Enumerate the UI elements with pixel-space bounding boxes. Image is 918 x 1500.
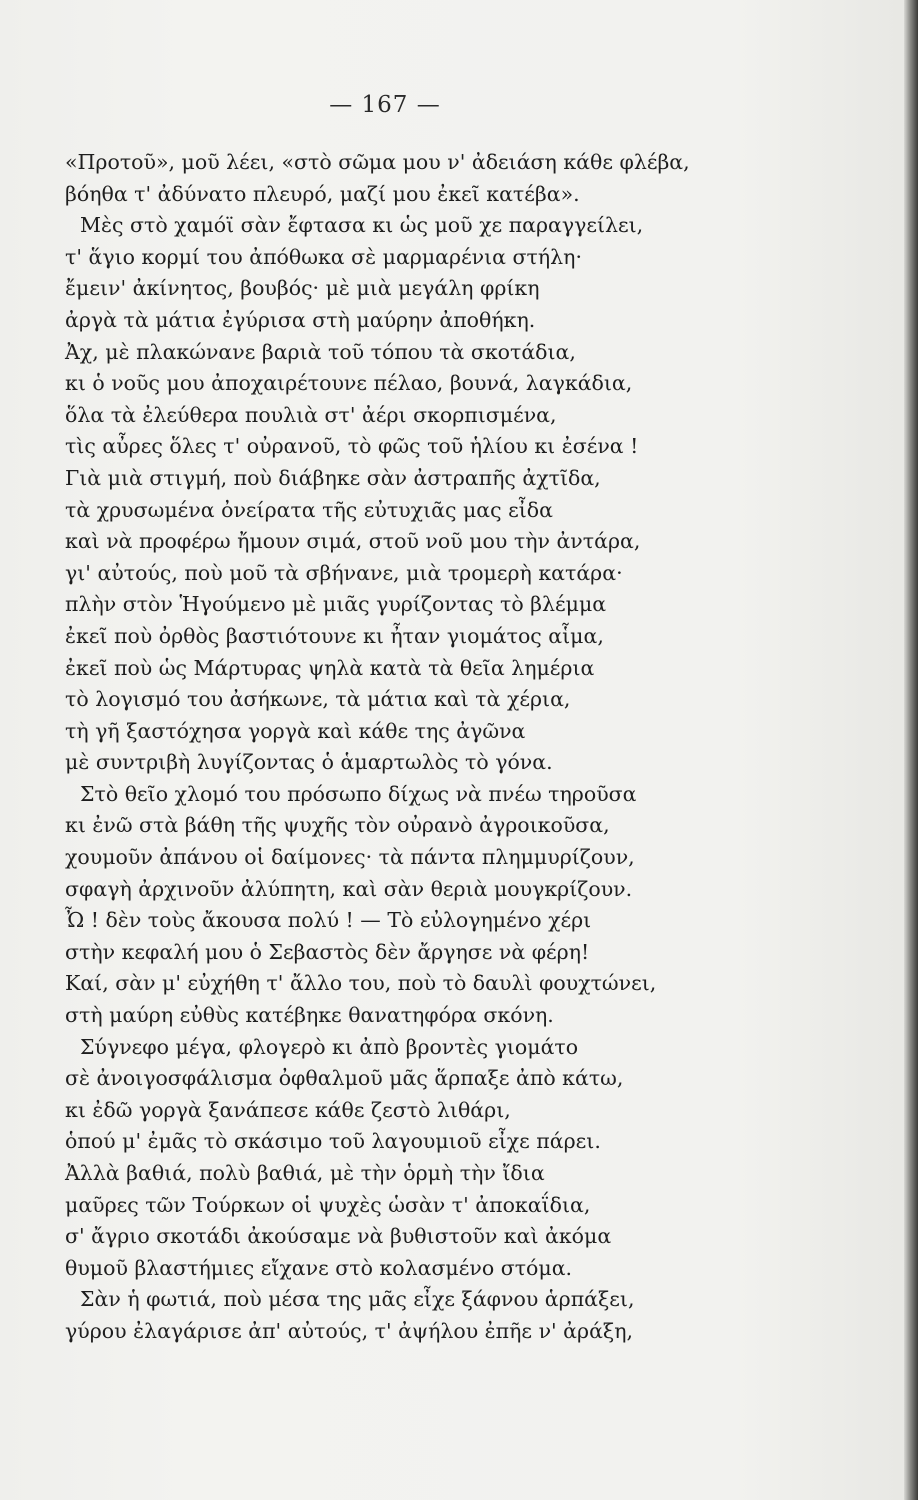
poem-line: Ἀχ, μὲ πλακώνανε βαριὰ τοῦ τόπου τὰ σκοτάδια, (65, 339, 576, 364)
poem-line: πλὴν στὸν Ἡγούμενο μὲ μιᾶς γυρίζοντας τὸ βλέμμα (65, 592, 607, 617)
poem-line: στὴ μαύρη εὐθὺς κατέβηκε θανατηφόρα σκόνη. (65, 1003, 554, 1028)
poem-line: ὅλα τὰ ἐλεύθερα πουλιὰ στ' ἀέρι σκορπισμένα, (65, 402, 557, 427)
poem-line: Σὰν ἡ φωτιά, ποὺ μέσα της μᾶς εἶχε ξάφνου ἁρπάξει, (80, 1287, 635, 1312)
poem-line: ὁπού μ' ἐμᾶς τὸ σκάσιμο τοῦ λαγουμιοῦ εἶχε πάρει. (65, 1129, 601, 1154)
poem-line: μὲ συντριβὴ λυγίζοντας ὁ ἁμαρτωλὸς τὸ γόνα. (65, 750, 553, 775)
poem-line: σ' ἄγριο σκοτάδι ἀκούσαμε νὰ βυθιστοῦν καὶ ἀκόμα (65, 1224, 612, 1249)
poem-line: ἀργὰ τὰ μάτια ἐγύρισα στὴ μαύρην ἀποθήκη. (65, 307, 536, 332)
poem-line: τὸ λογισμό του ἀσήκωνε, τὰ μάτια καὶ τὰ χέρια, (65, 687, 571, 712)
poem-line: γι' αὐτούς, ποὺ μοῦ τὰ σβήνανε, μιὰ τρομερὴ κατάρα· (65, 560, 623, 585)
poem-line: τὶς αὖρες ὅλες τ' οὐρανοῦ, τὸ φῶς τοῦ ἡλίου κι ἐσένα ! (65, 434, 639, 459)
poem-line: Γιὰ μιὰ στιγμή, ποὺ διάβηκε σὰν ἀστραπῆς ἀχτῖδα, (65, 465, 601, 490)
poem-line: κι ἐδῶ γοργὰ ξανάπεσε κάθε ζεστὸ λιθάρι, (65, 1097, 511, 1122)
poem-line: σφαγὴ ἀρχινοῦν ἀλύπητη, καὶ σὰν θεριὰ μουγκρίζουν. (65, 876, 633, 901)
poem-line: Μὲς στὸ χαμόϊ σὰν ἔφτασα κι ὡς μοῦ χε παραγγείλει, (80, 213, 644, 238)
poem-line: τ' ἅγιο κορμί του ἀπόθωκα σὲ μαρμαρένια στήλη· (65, 244, 582, 269)
poem-line: βόηθα τ' ἀδύνατο πλευρό, μαζί μου ἐκεῖ κατέβα». (65, 181, 580, 206)
poem-line: Ἀλλὰ βαθιά, πολὺ βαθιά, μὲ τὴν ὁρμὴ τὴν ἴδια (65, 1161, 545, 1185)
poem-text (65, 147, 825, 1348)
page-edge-shadow (904, 0, 918, 1500)
poem-line: γύρου ἐλαγάρισε ἀπ' αὐτούς, τ' ἀψήλου ἐπῆε ν' ἀράξη, (65, 1318, 634, 1343)
poem-line: ἐκεῖ ποὺ ὀρθὸς βαστιότουνε κι ἦταν γιομάτος αἷμα, (65, 623, 604, 648)
poem-line: τὰ χρυσωμένα ὀνείρατα τῆς εὐτυχιᾶς μας εἶδα (65, 497, 553, 522)
poem-line: καὶ νὰ προφέρω ἤμουν σιμά, στοῦ νοῦ μου τὴν ἀντάρα, (65, 529, 641, 554)
poem-line: κι ὁ νοῦς μου ἀποχαιρέτουνε πέλαο, βουνά, λαγκάδια, (65, 371, 633, 396)
poem-line: τὴ γῆ ξαστόχησα γοργὰ καὶ κάθε της ἀγῶνα (65, 718, 526, 743)
poem-line: μαῦρες τῶν Τούρκων οἱ ψυχὲς ὡσὰν τ' ἀποκαΐδια, (65, 1192, 591, 1217)
poem-line: ἔμειν' ἀκίνητος, βουβός· μὲ μιὰ μεγάλη φρίκη (65, 276, 540, 301)
poem-line: Σύγνεφο μέγα, φλογερὸ κι ἀπὸ βροντὲς γιομάτο (80, 1034, 579, 1059)
poem-line: Καί, σὰν μ' εὐχήθη τ' ἄλλο του, ποὺ τὸ δαυλὶ φουχτώνει, (65, 971, 657, 996)
poem-line: ἐκεῖ ποὺ ὡς Μάρτυρας ψηλὰ κατὰ τὰ θεῖα λημέρια (65, 655, 595, 680)
poem-line: Στὸ θεῖο χλομό του πρόσωπο δίχως νὰ πνέω τηροῦσα (80, 781, 637, 806)
poem-line: «Προτοῦ», μοῦ λέει, «στὸ σῶμα μου ν' ἀδειάση κάθε φλέβα, (65, 150, 690, 174)
poem-line: χουμοῦν ἀπάνου οἱ δαίμονες· τὰ πάντα πλημμυρίζουν, (65, 845, 635, 870)
page-number: — 167 — (329, 92, 441, 118)
poem-line: θυμοῦ βλαστήμιες εἴχανε στὸ κολασμένο στόμα. (65, 1255, 573, 1280)
poem-line: κι ἐνῶ στὰ βάθη τῆς ψυχῆς τὸν οὐρανὸ ἀγροικοῦσα, (65, 813, 610, 838)
poem-line: σὲ ἀνοιγοσφάλισμα ὀφθαλμοῦ μᾶς ἅρπαξε ἀπὸ κάτω, (65, 1066, 624, 1091)
poem-line: στὴν κεφαλή μου ὁ Σεβαστὸς δὲν ἄργησε νὰ φέρη! (65, 939, 590, 964)
poem-line: Ὦ ! δὲν τοὺς ἄκουσα πολύ ! — Τὸ εὐλογημένο χέρι (65, 908, 592, 933)
